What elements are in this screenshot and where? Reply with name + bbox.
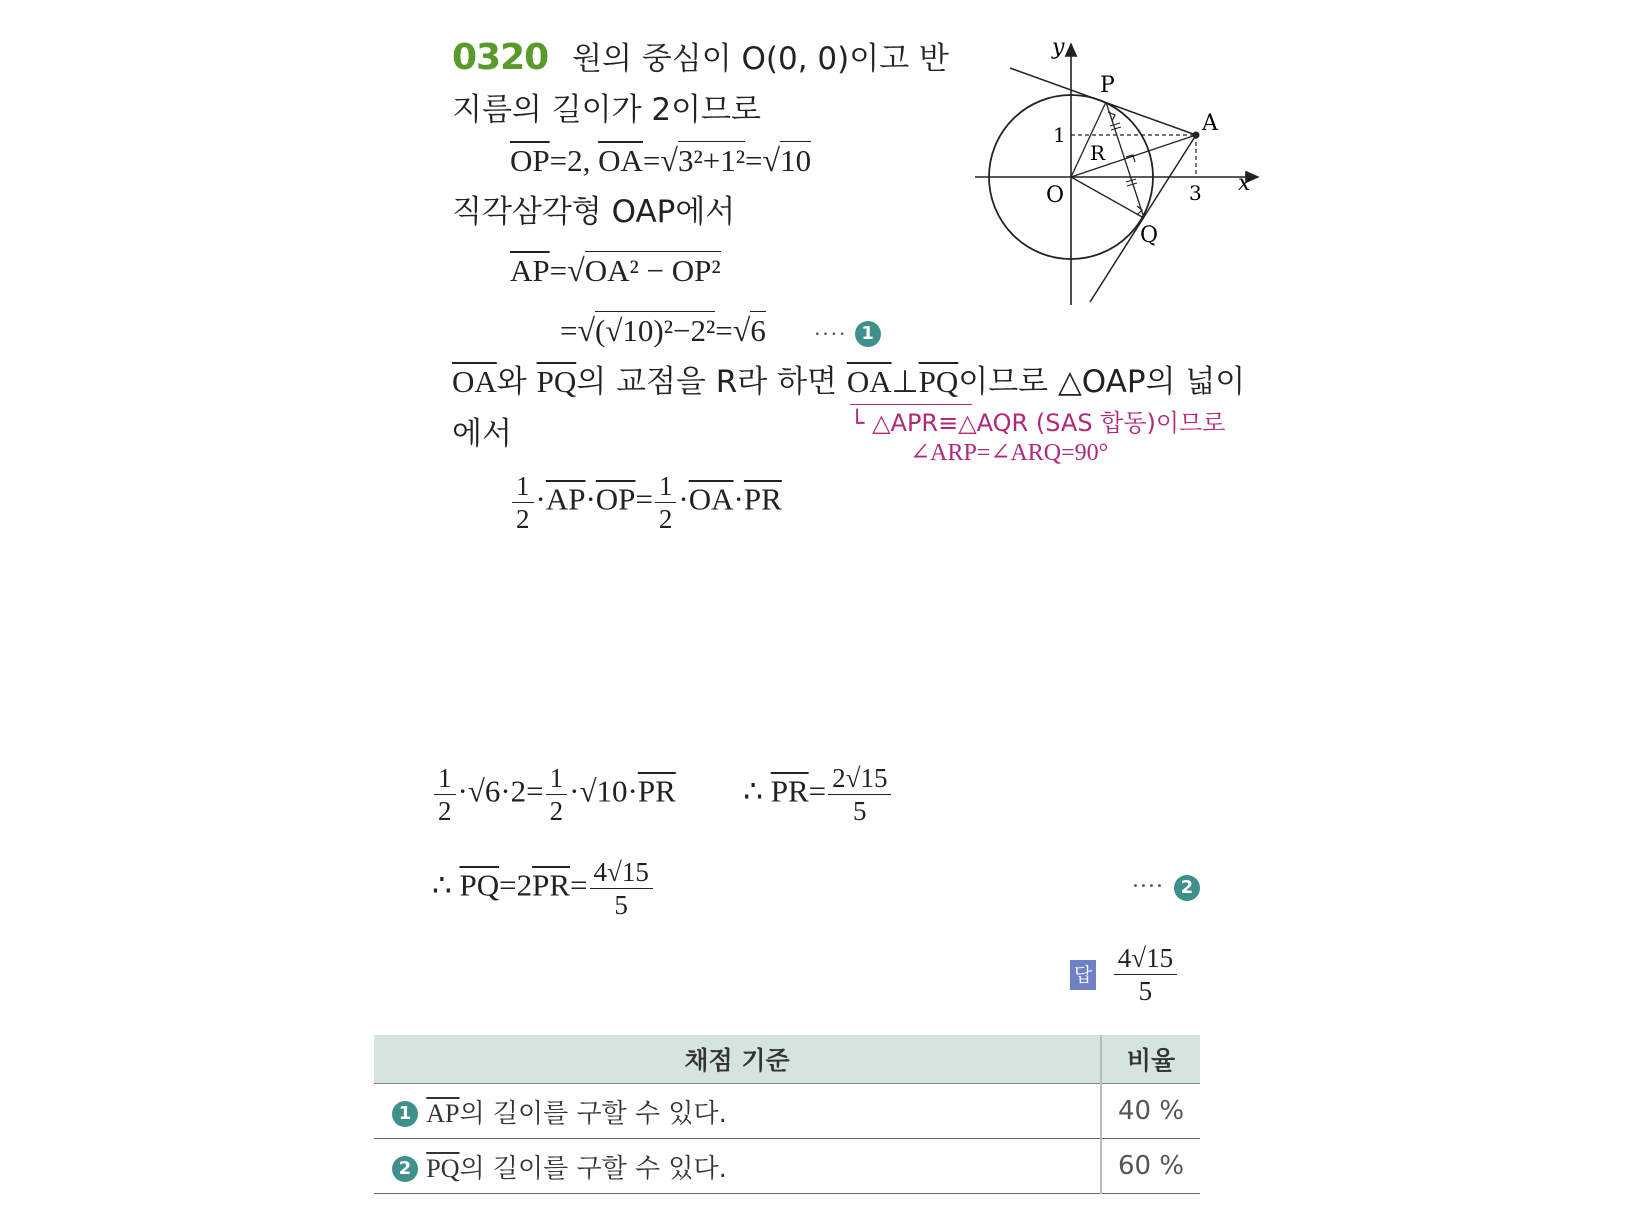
criteria-cell [374, 1084, 1101, 1139]
step-dots: ···· [1132, 874, 1164, 900]
label-y: y [1052, 35, 1065, 60]
radical-sign: √ [732, 312, 751, 348]
right-angle-mark-q [1137, 206, 1142, 215]
intersection-sentence [452, 362, 1245, 402]
label-a: A [1202, 111, 1218, 136]
segment-oa: $\overline{OA}$ [598, 143, 643, 178]
criteria-cell [374, 1139, 1101, 1194]
dot: · [678, 481, 689, 517]
tick-mark-pr [1110, 123, 1121, 130]
segment-oa: $\overline{OA}$ [688, 481, 734, 517]
equals: = [635, 481, 653, 517]
row-mark: 2 [392, 1156, 418, 1182]
area-equation [510, 470, 782, 535]
label-x: x [1238, 171, 1251, 196]
right-triangle-text: 직각삼각형 OAP에서 [452, 194, 736, 230]
problem-number: 0320 [452, 37, 549, 78]
ratio-cell: 60 % [1101, 1139, 1200, 1194]
fraction-half [546, 762, 568, 827]
row-mark: 1 [392, 1101, 418, 1127]
numerator: 2√15 [828, 762, 891, 795]
pr-calculation [432, 762, 893, 827]
note-underline [850, 404, 972, 405]
denominator: 5 [1138, 976, 1153, 1006]
tick-mark-rq [1126, 179, 1137, 186]
segment-pq: $\overline{PQ}$ [536, 364, 577, 399]
header-ratio: 비율 [1101, 1035, 1200, 1084]
segment-op: $\overline{OP}$ [510, 143, 550, 178]
problem-intro-line [452, 38, 949, 79]
denominator: 5 [614, 890, 628, 920]
grading-table [374, 1035, 1200, 1194]
fraction-half [655, 470, 677, 535]
intro-text-1: 원의 중심이 O(0, 0)이고 반 [572, 41, 949, 77]
tangent-line-aq [1090, 135, 1196, 302]
segment-op: $\overline{OP}$ [595, 481, 636, 517]
fraction-half [512, 470, 534, 535]
fraction-result [828, 762, 891, 827]
congruence-note-2: ∠ARP=∠ARQ=90° [910, 440, 1109, 466]
intro-text-2: 지름의 길이가 2이므로 [452, 92, 761, 128]
radicand: 6 [750, 313, 766, 348]
segment-ap: $\overline{AP}$ [545, 481, 586, 517]
numerator: 4√15 [590, 856, 653, 889]
sentence-part: 와 [496, 364, 537, 400]
segment-pr: $\overline{PR}$ [637, 773, 676, 809]
segment-op-line [1071, 102, 1106, 177]
segment-pq: $\overline{PQ}$ [426, 1153, 460, 1183]
dot: · [733, 481, 744, 517]
therefore-symbol: ∴ [432, 867, 460, 903]
criteria-text: 의 길이를 구할 수 있다. [459, 1098, 727, 1129]
segment-ap: $\overline{AP}$ [426, 1098, 460, 1128]
perp-symbol: ⊥ [891, 364, 919, 400]
numerator: 1 [655, 470, 677, 503]
segment-pq: $\overline{PQ}$ [918, 364, 959, 399]
pq-result [432, 856, 655, 921]
radical-sign: √ [660, 142, 678, 178]
congruence-note-1: └ △APR≡△AQR (SAS 합동)이므로 [850, 409, 1226, 437]
header-criteria: 채점 기준 [374, 1035, 1101, 1084]
equation-op-oa [510, 140, 811, 181]
radicand: 10 [780, 143, 812, 178]
label-q: Q [1140, 223, 1159, 248]
segment-pr: $\overline{PR}$ [770, 773, 809, 809]
dot: · [535, 481, 546, 517]
label-p: P [1100, 73, 1115, 98]
denominator: 2 [549, 796, 564, 826]
radical-sign: √ [567, 252, 585, 288]
answer-badge: 답 [1070, 960, 1096, 990]
radical-sign: √ [762, 142, 781, 178]
label-r: R [1090, 141, 1106, 165]
radicand: OA² − OP² [584, 253, 721, 288]
criteria-text: 의 길이를 구할 수 있다. [459, 1153, 727, 1184]
denominator: 2 [438, 796, 452, 826]
numerator: 1 [512, 470, 534, 503]
step-dots: ···· [813, 320, 847, 346]
segment-ap: $\overline{AP}$ [510, 253, 550, 288]
sentence-part: 의 교점을 R라 하면 [576, 364, 847, 400]
table-row [374, 1139, 1200, 1194]
denominator: 2 [658, 504, 673, 534]
circle-tangent-figure [960, 30, 1260, 320]
segment-pq: $\overline{PQ}$ [459, 867, 500, 903]
denominator: 2 [516, 504, 530, 534]
label-three: 3 [1189, 181, 1202, 205]
sentence-part: 이므로 △OAP의 넓이 [958, 364, 1246, 400]
eq1-part: = [642, 143, 661, 178]
step-2-mark: 2 [1174, 875, 1200, 901]
calc-part: ·√6·2= [457, 773, 544, 809]
table-row [374, 1084, 1200, 1139]
answer-fraction [1114, 942, 1177, 1007]
fraction-half [434, 762, 456, 827]
equation-ap-result [560, 310, 881, 354]
eq3-part: = [560, 313, 578, 348]
therefore-symbol: ∴ [743, 773, 771, 809]
segment-oa: $\overline{OA}$ [846, 364, 892, 399]
label-one: 1 [1053, 123, 1066, 147]
equation-ap [510, 250, 721, 291]
radicand: (√10)²−2² [595, 313, 716, 348]
point-a [1193, 132, 1200, 139]
eq1-part: = [745, 143, 763, 178]
equals: = [570, 867, 588, 903]
radicand: 3²+1² [677, 143, 746, 178]
eq3-part: = [715, 313, 733, 348]
segment-pr: $\overline{PR}$ [532, 867, 571, 903]
numerator: 1 [546, 762, 568, 795]
eq2-part: = [549, 253, 568, 288]
calc-part: ·√10· [569, 773, 638, 809]
step-1-mark: 1 [855, 321, 881, 347]
final-part: =2 [499, 867, 533, 903]
segment-pr: $\overline{PR}$ [743, 481, 782, 517]
radical-sign: √ [577, 312, 596, 348]
segment-oa: $\overline{OA}$ [452, 364, 497, 399]
label-o: O [1046, 183, 1065, 208]
eq1-part: =2, [549, 143, 599, 178]
answer [1070, 942, 1179, 1007]
dot: · [585, 481, 596, 517]
numerator: 4√15 [1114, 942, 1177, 975]
sentence-end: 에서 [452, 416, 512, 452]
step-2-marker [1132, 866, 1200, 908]
numerator: 1 [434, 762, 456, 795]
grading-header-row [374, 1035, 1200, 1084]
equals: = [808, 773, 827, 809]
denominator: 5 [853, 796, 867, 826]
ratio-cell: 40 % [1101, 1084, 1200, 1139]
fraction-result [590, 856, 653, 921]
